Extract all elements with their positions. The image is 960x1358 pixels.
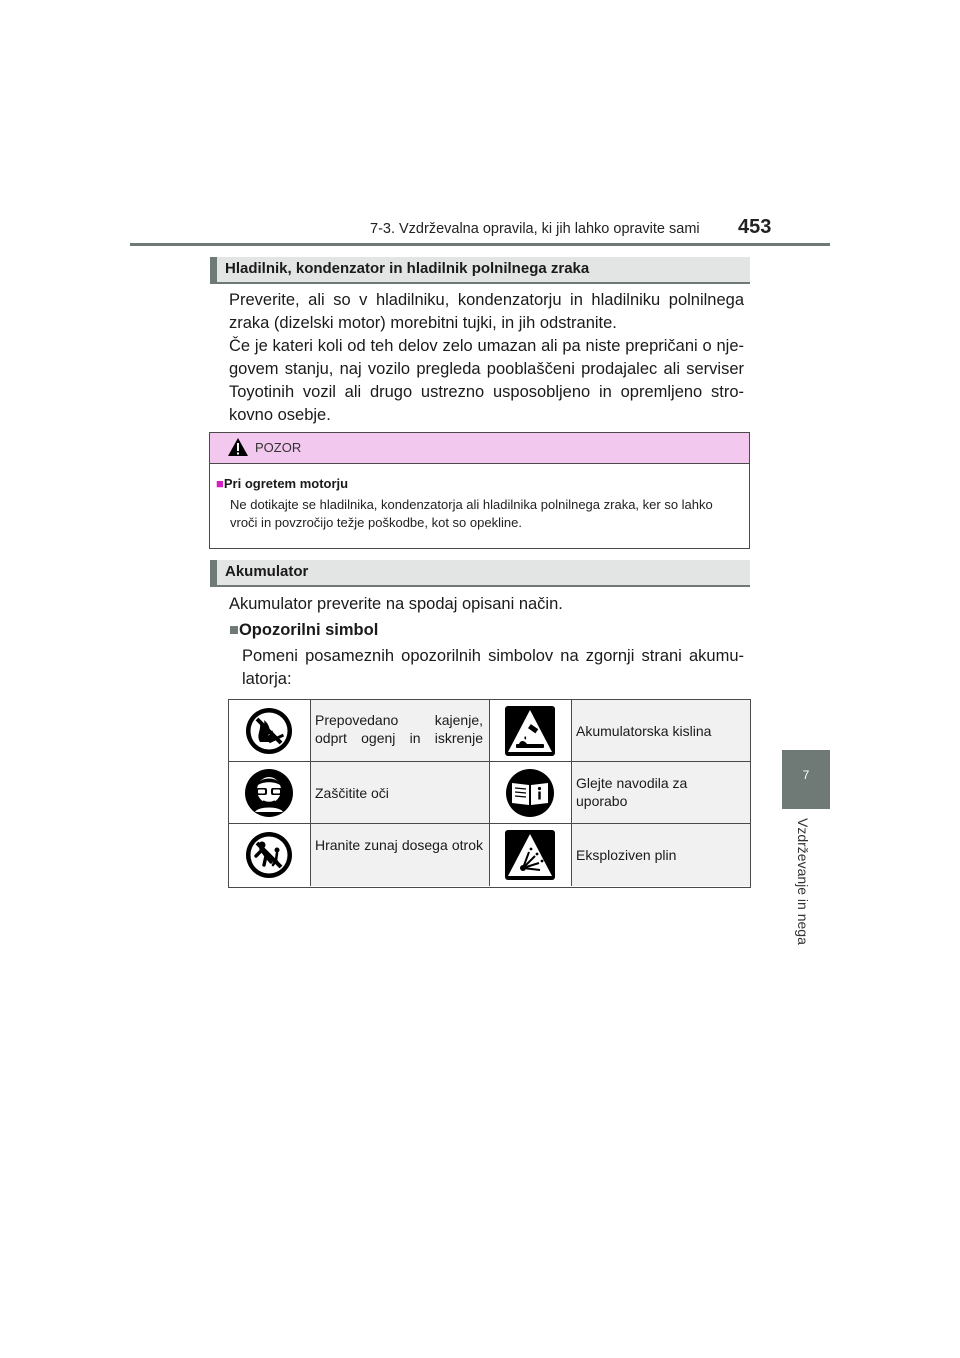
caution-box xyxy=(209,432,750,549)
symbol-label: Akumulatorska kislina xyxy=(576,723,712,739)
subheading-warning-symbols xyxy=(229,621,378,640)
read-manual-icon xyxy=(505,768,555,818)
warning-triangle-icon xyxy=(227,437,249,457)
symbol-label-cell xyxy=(572,824,750,886)
paragraph-symbol-meaning: Pomeni posameznih opozorilnih simbolov na zgornji strani akumu-latorja: xyxy=(242,647,744,688)
subheading-text: Opozorilni simbol xyxy=(238,621,379,639)
heading-bar xyxy=(210,560,217,585)
symbol-label-cell xyxy=(311,700,490,762)
symbol-icon-cell xyxy=(229,824,311,886)
symbol-icon-cell xyxy=(229,762,311,824)
symbol-label: Eksploziven plin xyxy=(576,847,677,863)
caution-label: POZOR xyxy=(255,440,302,455)
paragraph-battery-intro: Akumulator preverite na spodaj opisani način. xyxy=(229,595,563,613)
explosive-gas-icon xyxy=(505,830,555,880)
no-smoking-icon xyxy=(244,706,294,756)
running-header: 7-3. Vzdrževalna opravila, ki jih lahko opravite sami xyxy=(370,221,700,237)
section-title: Hladilnik, kondenzator in hladilnik polnilnega zraka xyxy=(225,260,590,277)
caution-body: Ne dotikajte se hladilnika, kondenzatorja ali hladilnika polnilnega zraka, ker so lahko vroči in povzročijo težje poškodbe, kot so opekline. xyxy=(230,497,713,530)
symbol-label-cell xyxy=(572,762,750,824)
symbol-label: Prepovedano kajenje, odprt ogenj in iskrenje xyxy=(315,712,483,746)
section-heading-radiator xyxy=(210,257,750,284)
symbol-label-cell xyxy=(311,824,490,886)
section-heading-battery xyxy=(210,560,750,587)
battery-acid-icon xyxy=(505,706,555,756)
caution-header xyxy=(210,433,749,464)
bullet-square-icon: ■ xyxy=(229,621,239,639)
section-title: Akumulator xyxy=(225,563,309,580)
paragraph-dirty-parts: Če je kateri koli od teh delov zelo umazan ali pa niste prepričani o nje-govem stanju, naj vozilo pregleda pooblaščeni prodajalec ali serviser Toyotinih vozil ali drugo ustrezno usposobljeno in opremljeno stro-kovno osebje. xyxy=(229,337,744,424)
heading-bar xyxy=(210,257,217,282)
page-number: 453 xyxy=(738,216,772,238)
symbol-icon-cell xyxy=(490,762,572,824)
paragraph-check-foreign-objects: Preverite, ali so v hladilniku, kondenzatorju in hladilniku polnilnega zraka (dizelski motor) morebitni tujki, in jih odstranite. xyxy=(229,291,744,332)
chapter-number: 7 xyxy=(802,768,810,782)
symbol-label: Zaščitite oči xyxy=(315,785,389,801)
symbol-icon-cell xyxy=(490,824,572,886)
caution-title-text: Pri ogretem motorju xyxy=(223,476,349,491)
header-rule xyxy=(130,243,830,246)
bullet-square-icon: ■ xyxy=(216,476,224,491)
eye-protection-icon xyxy=(244,768,294,818)
symbol-label: Hranite zunaj dosega otrok xyxy=(315,837,483,853)
symbol-label-cell xyxy=(311,762,490,824)
keep-away-children-icon xyxy=(244,830,294,880)
symbol-icon-cell xyxy=(229,700,311,762)
caution-title xyxy=(216,476,348,491)
symbol-label: Glejte navodila za uporabo xyxy=(576,775,688,809)
symbol-label-cell xyxy=(572,700,750,762)
symbol-icon-cell xyxy=(490,700,572,762)
warning-symbols-table xyxy=(228,699,751,888)
chapter-side-label: Vzdrževanje in nega xyxy=(795,818,811,945)
